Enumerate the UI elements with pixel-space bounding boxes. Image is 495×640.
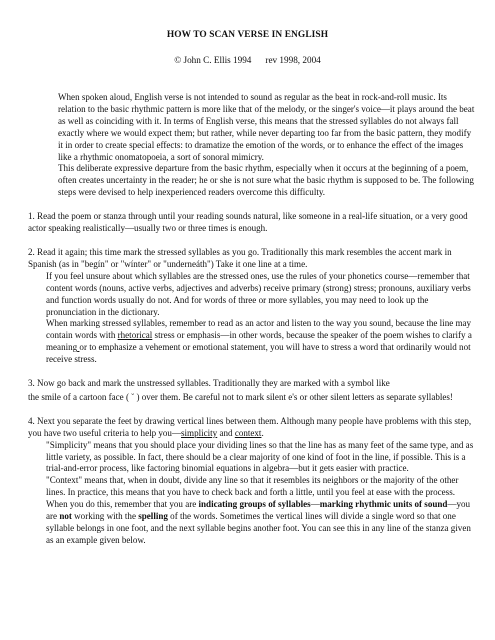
- author-copyright: © John C. Ellis 1994: [174, 55, 252, 65]
- step-4-simplicity: "Simplicity" means that you should place your dividing lines so that the line has as many feet of the same type, and as little variety, as possible. In fact, there should be a clear majority of one kind of foot in the line, if possible. This is a trial-and-error process, like factoring binomial equations in algebra—but it gets easier with practice.: [46, 439, 474, 474]
- step-1: 1. Read the poem or stanza through until your reading sounds natural, like someone in a real-life situation, or a very good actor speaking realistically—usually two or three times is enough.: [28, 211, 468, 234]
- byline: [0, 55, 495, 65]
- step-2: 2. Read it again; this time mark the stressed syllables as you go. Traditionally this mark resembles the accent mark in Spanish (as in "begín" or "wínter" or "underneáth") Take it one line at a time.: [28, 246, 452, 269]
- step-2-emphasis: When marking stressed syllables, remember to read as an actor and listen to the way you sound, because the line may contain words with rhetorical stress or emphasis—in other words, because the speaker of the poem wishes to clarify a meaning or to emphasize a vehement or emotional statement, you will have to stress a word that ordinarily would not receive stress.: [46, 318, 472, 365]
- step-3: 3. Now go back and mark the unstressed syllables. Traditionally they are marked with a symbol like: [28, 378, 390, 389]
- document-body: [28, 92, 476, 547]
- rhetorical-term: rhetorical: [117, 330, 153, 341]
- simplicity-term: simplicity: [181, 427, 218, 438]
- paragraph-intro: When spoken aloud, English verse is not intended to sound as regular as the beat in rock-and-roll music. Its relation to the basic rhythmic pattern is more like that of the melody, or the singer's voice—it plays around the beat as well as coinciding with it. In terms of English verse, this means that the stressed syllables do not always fall exactly where we would expect them; but rather, while never departing too far from the basic pattern, they modify it in order to create special effects: to dramatize the emotion of the words, or to enhance the effect of the images like a rhythmic onomatopoeia, a sort of sonoral mimicry.: [58, 92, 475, 162]
- revision-note: rev 1998, 2004: [265, 55, 321, 65]
- step-3-cont: the smile of a cartoon face ( ˘ ) over them. Be careful not to mark silent e's or other silent letters as separate syllables!: [28, 391, 453, 402]
- step-4-context: "Context" means that, when in doubt, divide any line so that it resembles its neighbors or the majority of the other lines. In practice, this means that you have to check back and forth a little, until you feel at ease with the process.: [46, 475, 459, 498]
- step-4-groups: When you do this, remember that you are indicating groups of syllables—marking rhythmic units of sound—you are not working with the spelling of the words. Sometimes the vertical lines will divide a single word so that one syllable belongs in one foot, and the next syllable begins another foot. You can see this in any line of the stanza given as an example given below.: [46, 499, 471, 545]
- paragraph-intro-2: This deliberate expressive departure from the basic rhythm, especially when it occurs at the beginning of a poem, often creates uncertainty in the reader; he or she is not sure what the basic rhythm is supposed to be. The following steps were devised to help inexperienced readers overcome this difficulty.: [58, 163, 474, 198]
- step-4: 4. Next you separate the feet by drawing vertical lines between them. Although many people have problems with this step, you have two useful criteria to help you—simplicity and context.: [28, 415, 472, 438]
- step-2-note: If you feel unsure about which syllables are the stressed ones, use the rules of your phonetics course—remember that content words (nouns, active verbs, adjectives and adverbs) receive primary (strong) stress; pronouns, auxiliary verbs and function words usually do not. And for words of three or more syllables, you may need to look up the pronunciation in the dictionary.: [46, 270, 471, 317]
- page-title: HOW TO SCAN VERSE IN ENGLISH: [166, 30, 329, 40]
- context-term: context: [234, 427, 262, 438]
